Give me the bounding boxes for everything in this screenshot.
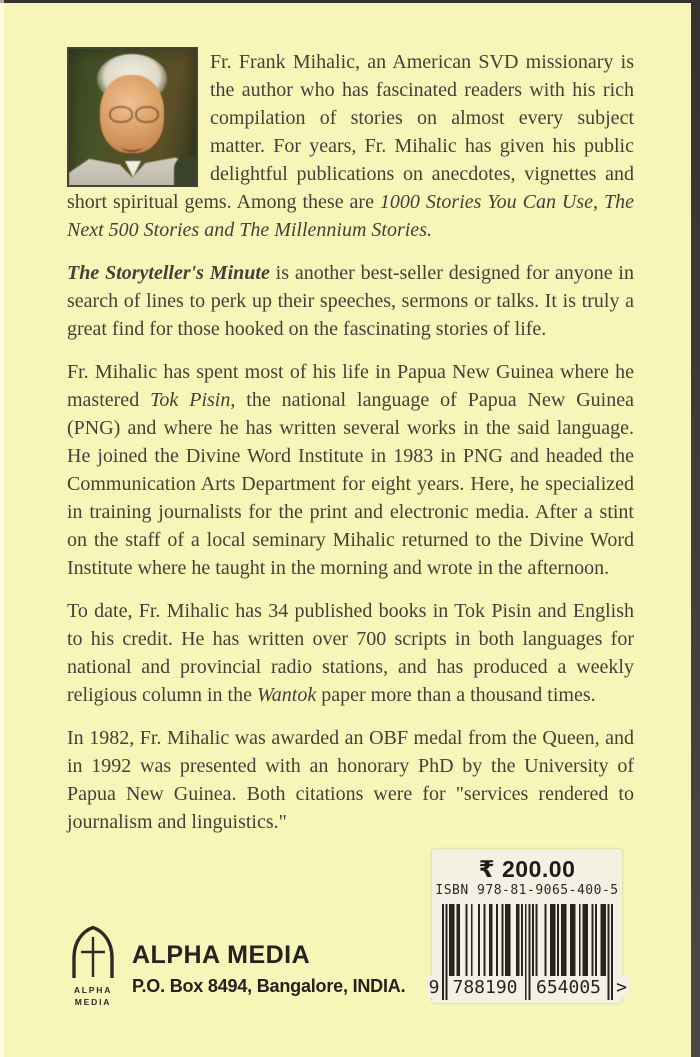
publisher-logo <box>66 924 120 1006</box>
portrait-sweater <box>174 157 198 187</box>
scan-edge-top <box>0 0 700 3</box>
portrait-painting <box>69 49 196 185</box>
bio-p4-text-b: paper more than a thousand times. <box>316 684 596 706</box>
author-portrait-photo <box>67 47 198 187</box>
publisher-address: P.O. Box 8494, Bangalore, INDIA. <box>132 976 406 996</box>
bio-paragraph-2 <box>67 259 634 343</box>
bio-paragraph-5 <box>67 724 634 836</box>
bio-p1-book-titles: 1000 Stories You Can Use, The Next 500 Stories and The Millennium Stories. <box>67 191 634 241</box>
barcode-suffix: > <box>616 977 627 998</box>
bio-paragraph-3 <box>67 358 634 582</box>
scan-edge-right <box>691 0 700 1057</box>
bio-paragraph-1 <box>67 48 634 244</box>
portrait-glasses-left <box>109 106 133 123</box>
price-isbn-label <box>428 849 627 1003</box>
portrait-glasses-right <box>135 106 159 123</box>
portrait-smile <box>121 141 143 152</box>
logo-text-media: MEDIA <box>74 996 112 1007</box>
publisher-info <box>132 924 405 1006</box>
barcode-digit-group1: 788190 <box>448 976 523 998</box>
bio-p3-text-b: , the national language of Papua New Guinea (PNG) and where he has written several works in the said language. He joined the Divine Word Institute in 1983 in PNG and headed the Communication Arts Department for eight years. Here, he specialized in training journalists for the print and electronic media. After a stint on the staff of a local seminary Mihalic returned to the Divine Word Institute where he taught in the morning and wrote in the afternoon. <box>67 389 634 579</box>
ean13-barcode <box>428 904 627 1000</box>
isbn-text: ISBN 978-81-9065-400-5 <box>435 883 619 898</box>
publisher-name: ALPHA MEDIA <box>132 941 311 969</box>
barcode-digit-group2: 654005 <box>531 976 607 998</box>
author-bio-text <box>67 48 634 851</box>
bio-p4-wantok: Wantok <box>256 684 317 706</box>
bio-p4-text-a: To date, Fr. Mihalic has 34 published books in Tok Pisin and English to his credit. He has written over 700 scripts in both languages for national and provincial radio stations, and has produced a weekly religious column in the <box>67 600 634 706</box>
logo-text-alpha: ALPHA <box>73 985 113 995</box>
bio-p3-text-a: Fr. Mihalic has spent most of his life in Papua New Guinea where he mastered <box>67 361 634 411</box>
price-text: ₹ 200.00 <box>478 856 576 882</box>
arch-cross-icon <box>70 926 116 978</box>
publisher-block <box>66 924 405 1006</box>
bio-paragraph-4 <box>67 597 634 709</box>
scan-edge-left <box>0 0 4 1057</box>
book-title-storytellers-minute: The Storyteller's Minute <box>67 262 270 284</box>
bio-p1-text: Fr. Frank Mihalic, an American SVD missionary is the author who has fascinated readers with his rich compilation of stories on almost every subject matter. For years, Fr. Mihalic has given his public delightful publications on anecdotes, vignettes and short spiritual gems. Among these are <box>67 51 634 213</box>
bio-p5-text: In 1982, Fr. Mihalic was awarded an OBF medal from the Queen, and in 1992 was presented with an honorary PhD by the University of Papua New Guinea. Both citations were for "services rendered to journalism and linguistics." <box>67 727 634 833</box>
bio-p2-text: is another best-seller designed for anyone in search of lines to perk up their speeches, sermons or talks. It is truly a great find for those hooked on the fascinating stories of life. <box>67 262 634 340</box>
bio-p3-tok-pisin: Tok Pisin <box>150 389 231 411</box>
barcode-digit-left: 9 <box>428 977 440 998</box>
